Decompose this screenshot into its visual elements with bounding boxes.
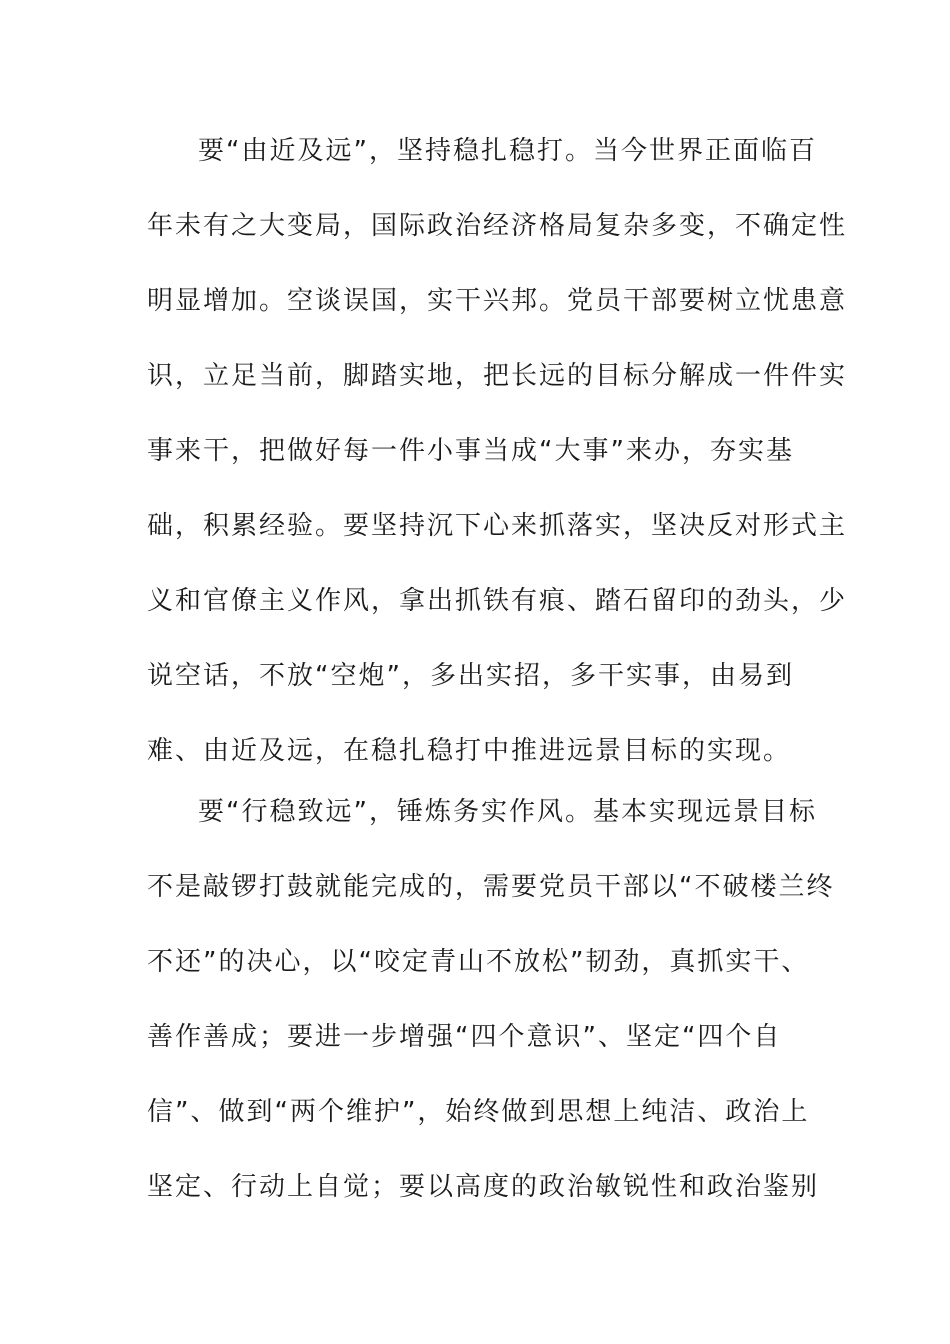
text-line: 信”、做到“两个维护”，始终做到思想上纯洁、政治上	[147, 1097, 810, 1127]
text-line: 础，积累经验。要坚持沉下心来抓落实，坚决反对形式主	[147, 511, 848, 541]
text-line: 不还”的决心，以“咬定青山不放松”韧劲，真抓实干、	[147, 947, 810, 977]
text-line: 不是敲锣打鼓就能完成的，需要党员干部以“不破楼兰终	[147, 872, 835, 902]
text-line: 年未有之大变局，国际政治经济格局复杂多变，不确定性	[147, 211, 848, 241]
text-line: 善作善成；要进一步增强“四个意识”、坚定“四个自	[147, 1022, 782, 1052]
text-line: 识，立足当前，脚踏实地，把长远的目标分解成一件件实	[147, 361, 848, 391]
text-line: 说空话，不放“空炮”，多出实招，多干实事，由易到	[147, 661, 794, 691]
text-line: 明显增加。空谈误国，实干兴邦。党员干部要树立忧患意	[147, 286, 848, 316]
text-line: 难、由近及远，在稳扎稳打中推进远景目标的实现。	[147, 736, 792, 766]
text-line: 事来干，把做好每一件小事当成“大事”来办，夯实基	[147, 436, 794, 466]
text-line: 义和官僚主义作风，拿出抓铁有痕、踏石留印的劲头，少	[147, 586, 848, 616]
text-line: 要“由近及远”，坚持稳扎稳打。当今世界正面临百	[198, 136, 817, 166]
text-line: 要“行稳致远”，锤炼务实作风。基本实现远景目标	[198, 797, 817, 827]
text-line: 坚定、行动上自觉；要以高度的政治敏锐性和政治鉴别	[147, 1172, 820, 1202]
